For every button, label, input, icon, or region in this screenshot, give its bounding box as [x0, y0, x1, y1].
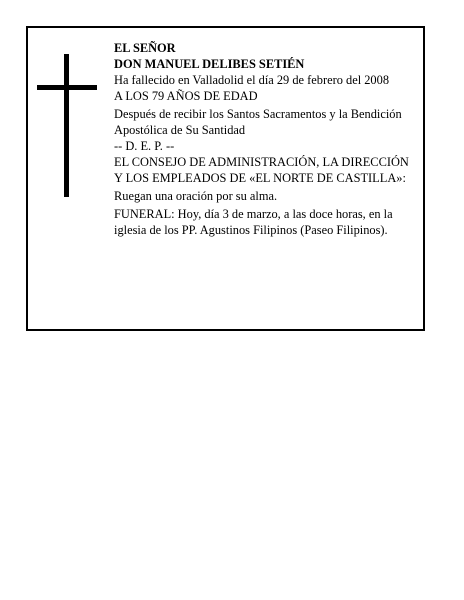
funeral-details: FUNERAL: Hoy, día 3 de marzo, a las doce horas, en la iglesia de los PP. Agustinos Filipinos (Paseo Filipinos). [114, 207, 393, 237]
age-statement: A LOS 79 AÑOS DE EDAD [114, 89, 258, 103]
cross-icon [37, 54, 97, 197]
cross-vertical-bar [64, 54, 69, 197]
prayer-request: Ruegan una oración por su alma. [114, 189, 278, 203]
deceased-title: EL SEÑOR [114, 41, 176, 55]
death-statement: Ha fallecido en Valladolid el día 29 de febrero del 2008 [114, 73, 390, 87]
rip-line: -- D. E. P. -- [114, 139, 175, 153]
sacraments-statement: Después de recibir los Santos Sacramentos y la Bendición Apostólica de Su Santidad [114, 107, 402, 137]
deceased-name: DON MANUEL DELIBES SETIÉN [114, 57, 305, 71]
cross-horizontal-bar [37, 85, 97, 90]
mourners-statement: EL CONSEJO DE ADMINISTRACIÓN, LA DIRECCIÓN Y LOS EMPLEADOS DE «EL NORTE DE CASTILLA»: [114, 155, 409, 185]
obituary-text [114, 40, 414, 238]
